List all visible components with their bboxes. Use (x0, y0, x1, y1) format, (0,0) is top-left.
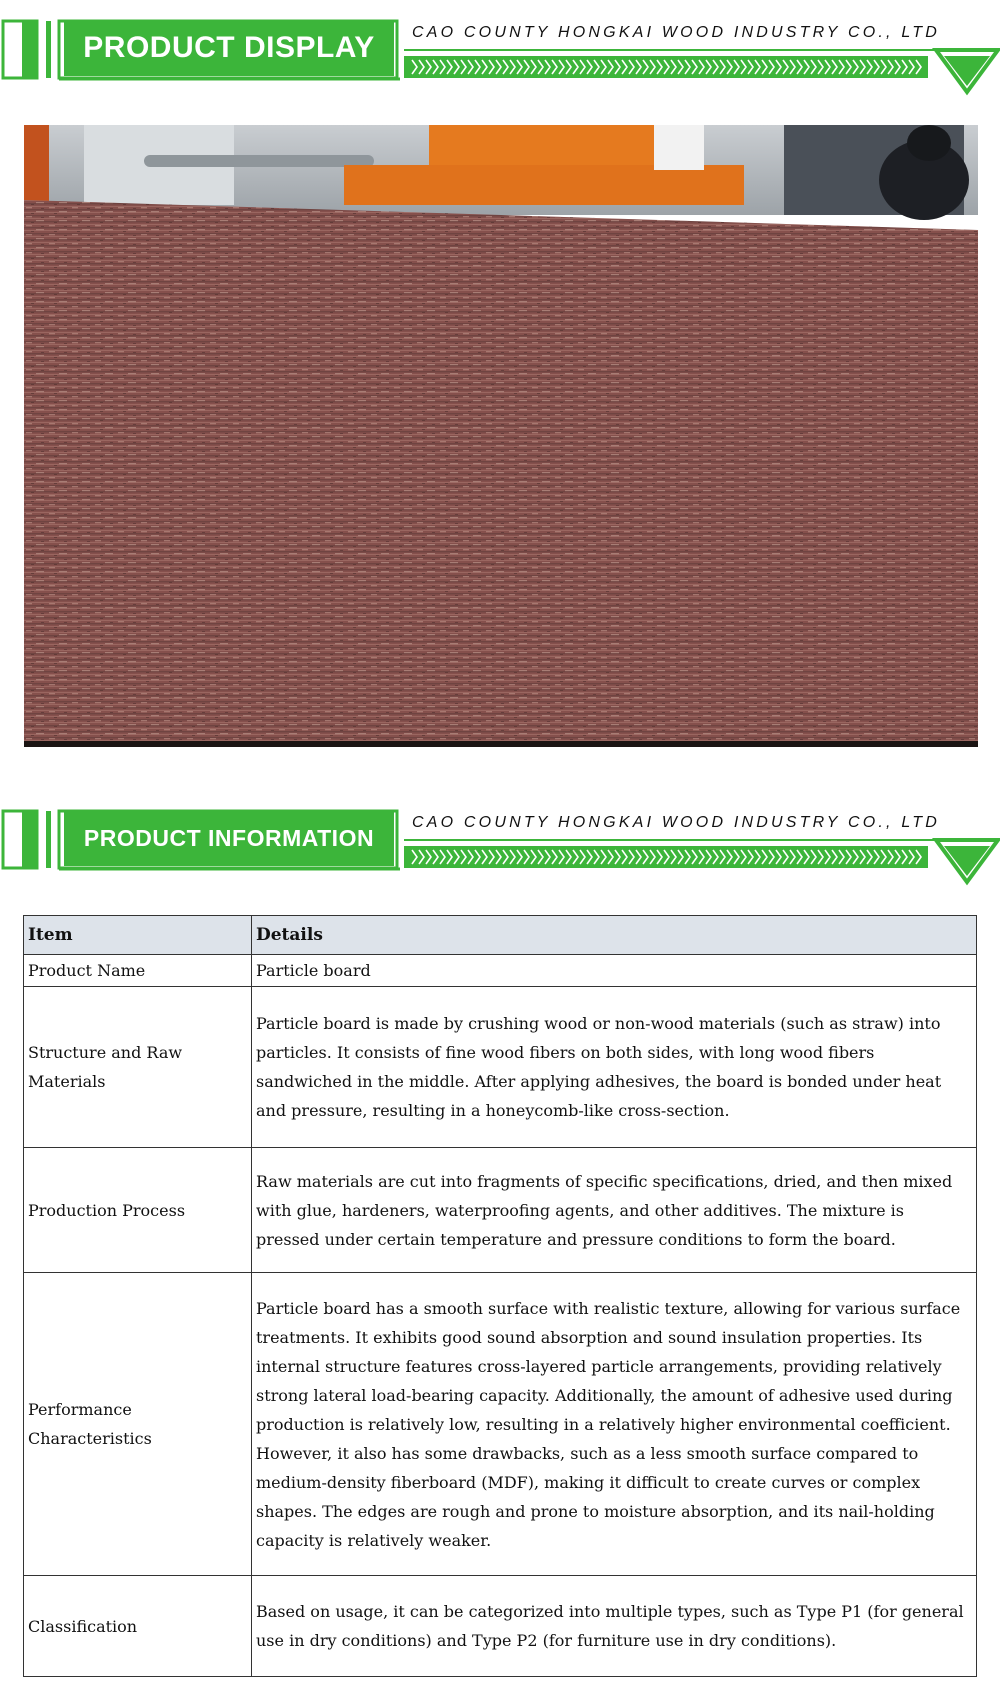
table-row (24, 1273, 977, 1576)
row-item: Classification (24, 1576, 252, 1677)
row-details: Raw materials are cut into fragments of specific specifications, dried, and then mixed with glue, hardeners, waterproofing agents, and other additives. The mixture is pressed under certain temperature and pressure conditions to form the board. (252, 1148, 977, 1273)
product-info-table (23, 915, 977, 1677)
row-item: Product Name (24, 955, 252, 987)
section-title: PRODUCT DISPLAY (83, 31, 375, 64)
section-title: PRODUCT INFORMATION (83, 824, 375, 851)
company-name: CAO COUNTY HONGKAI WOOD INDUSTRY CO., LTD (412, 24, 940, 41)
company-name: CAO COUNTY HONGKAI WOOD INDUSTRY CO., LTD (412, 814, 940, 831)
product-display-banner (0, 0, 1000, 110)
row-item: Structure and Raw Materials (24, 987, 252, 1148)
row-details: Based on usage, it can be categorized into multiple types, such as Type P1 (for general use in dry conditions) and Type P2 (for furniture use in dry conditions). (252, 1576, 977, 1677)
table-row (24, 987, 977, 1148)
row-details: Particle board has a smooth surface with realistic texture, allowing for various surface treatments. It exhibits good sound absorption and sound insulation properties. Its internal structure features cross-layered particle arrangements, providing relatively strong lateral load-bearing capacity. Additionally, the amount of adhesive used during production is relatively low, resulting in a relatively higher environmental coefficient. However, it also has some drawbacks, such as a less smooth surface compared to medium-density fiberboard (MDF), making it difficult to create curves or complex shapes. The edges are rough and prone to moisture absorption, and its nail-holding capacity is relatively weaker. (252, 1273, 977, 1576)
particle-board-stack-photo-icon (24, 125, 978, 747)
table-header-row (24, 916, 977, 955)
table-row (24, 955, 977, 987)
table-row (24, 1148, 977, 1273)
particle-board-photo (24, 125, 978, 747)
product-information-banner (0, 790, 1000, 900)
column-header-item: Item (24, 916, 252, 955)
column-header-details: Details (252, 916, 977, 955)
table-row (24, 1576, 977, 1677)
row-details: Particle board is made by crushing wood or non-wood materials (such as straw) into particles. It consists of fine wood fibers on both sides, with long wood fibers sandwiched in the middle. After applying adhesives, the board is bonded under heat and pressure, resulting in a honeycomb-like cross-section. (252, 987, 977, 1148)
row-details: Particle board (252, 955, 977, 987)
row-item: Production Process (24, 1148, 252, 1273)
row-item: Performance Characteristics (24, 1273, 252, 1576)
